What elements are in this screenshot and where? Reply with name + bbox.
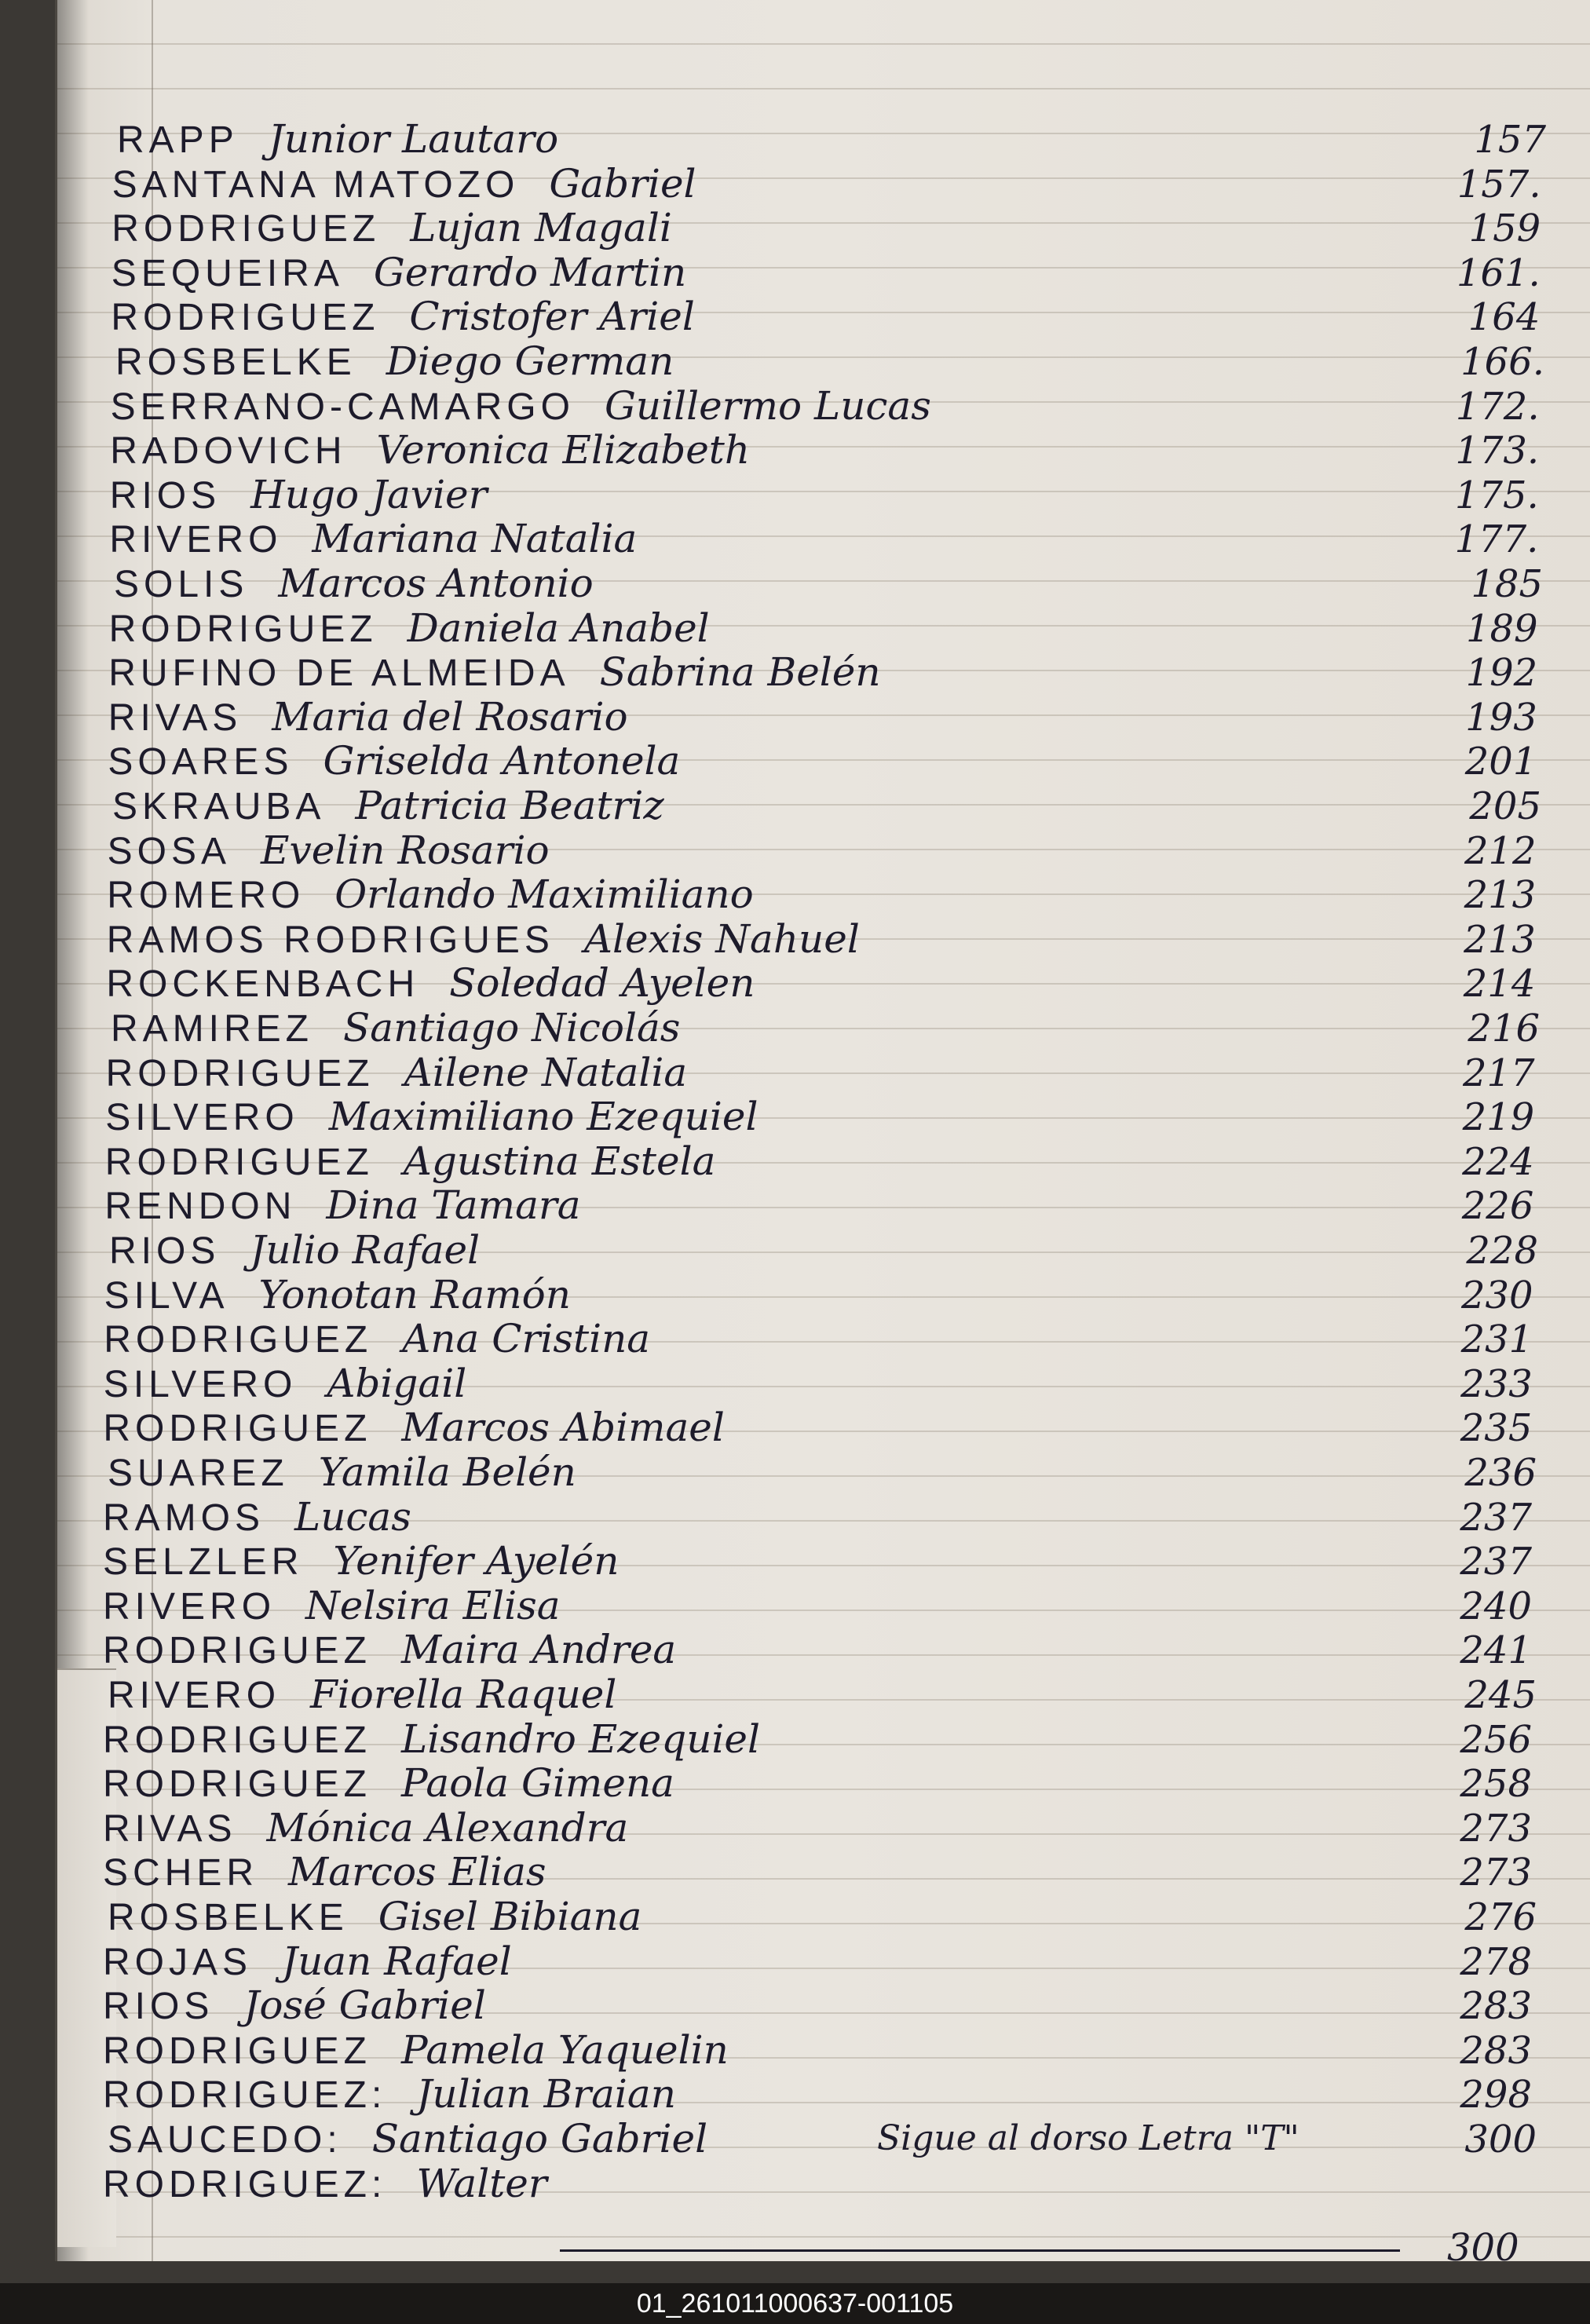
list-item [110,429,1539,473]
entry-number: 193 [1465,695,1537,740]
entry-surname: ROSBELKE [108,1897,349,1938]
entry-surname: RENDON [104,1186,297,1228]
entry-number: 245 [1464,1673,1537,1717]
list-item [108,740,1537,784]
entry-surname: ROCKENBACH [106,963,420,1006]
entry-surname: SERRANO-CAMARGO [110,386,575,428]
list-item [106,915,1536,962]
entry-surname: RIVAS [108,696,243,739]
entry-surname: ROSBELKE [115,342,356,383]
entry-number: 236 [1464,1451,1537,1495]
entry-number: 189 [1465,606,1538,651]
entry-given-names: Agustina Estela [403,1138,716,1184]
entry-given-names: Guillermo Lucas [604,382,931,429]
list-item [108,693,1537,740]
entry-surname: RAMOS [103,1496,265,1539]
list-item [104,1273,1533,1317]
entry-surname: RODRIGUEZ [108,608,378,650]
list-item [108,1895,1537,1939]
list-item [111,251,1541,295]
list-item [103,2026,1532,2073]
entry-number: 224 [1462,1139,1534,1184]
entry-number: 192 [1465,651,1538,696]
entry-surname: SEQUEIRA [111,252,344,294]
entry-number: 164 [1468,295,1541,340]
list-item [103,1493,1532,1540]
entry-number: 228 [1466,1229,1538,1273]
entry-surname: RIVERO [108,1675,281,1716]
entry-given-names: Mariana Natalia [312,516,638,562]
entry-surname: SOSA [107,830,231,872]
list-item [103,1984,1532,2028]
entry-number: 233 [1460,1361,1533,1406]
entry-number: 173. [1455,429,1540,473]
image-id-caption: 01_261011000637-001105 [0,2283,1590,2324]
entry-given-names: Yenifer Ayelén [333,1538,620,1584]
closing-underline [560,2249,1400,2252]
entry-surname: ROJAS [103,1941,253,1983]
entry-given-names: Lisandro Ezequiel [401,1716,760,1762]
entry-given-names: Dina Tamara [326,1182,581,1229]
entry-surname: SUAREZ [108,1452,289,1494]
entry-surname: RUFINO DE ALMEIDA [108,652,570,695]
entry-number: 213 [1464,917,1536,962]
entry-number: 166. [1460,340,1544,384]
list-item [110,473,1539,517]
entry-surname: SILVERO [105,1097,299,1139]
entry-surname: RODRIGUEZ [104,1319,373,1361]
entry-given-names: Maira Andrea [401,1627,677,1673]
list-item [111,160,1541,206]
entry-surname: RIOS [109,474,221,517]
entry-number: 258 [1460,1762,1532,1807]
entry-surname: SOLIS [114,564,249,605]
list-item [104,1362,1533,1406]
entry-number: 205 [1469,784,1541,828]
entry-number: 230 [1460,1273,1533,1317]
entry-number: 298 [1460,2073,1532,2118]
entry-given-names: Patricia Beatriz [355,783,664,828]
entry-surname: SILVERO [103,1363,298,1405]
ledger-page [55,0,1590,2270]
entry-given-names: Gerardo Martin [373,249,687,295]
entry-number: 283 [1460,2028,1532,2073]
list-item [111,295,1540,339]
list-item [111,1007,1540,1051]
list-item [103,1628,1532,1672]
entry-surname: RIVERO [109,519,283,561]
entry-surname: RODRIGUEZ [103,1763,371,1806]
entry-number: 273 [1460,1806,1532,1851]
entry-number: 226 [1461,1184,1534,1229]
list-item [109,1229,1538,1273]
entry-given-names: Abigail [327,1360,467,1406]
entry-given-names: Marcos Elias [288,1849,546,1895]
entry-given-names: Alexis Nahuel [583,915,860,962]
list-item [103,1762,1532,1806]
entry-given-names: Maximiliano Ezequiel [328,1094,758,1140]
entry-given-names: Yamila Belén [318,1449,576,1495]
entry-given-names: Lujan Magali [410,205,672,251]
entry-surname: SANTANA MATOZO [111,163,520,206]
entry-number: 237 [1460,1540,1532,1584]
list-item [103,1851,1532,1895]
list-item [103,1540,1532,1584]
entry-surname: RODRIGUEZ [103,1408,372,1450]
entry-given-names: Lucas [294,1493,411,1540]
entry-number: 172. [1455,384,1540,429]
entry-given-names: Fiorella Raquel [310,1672,617,1717]
entry-given-names: Soledad Ayelen [449,960,755,1007]
list-item [110,382,1540,429]
entry-given-names: Yonotan Ramón [258,1271,571,1317]
list-item [103,1406,1532,1450]
entry-given-names: Junior Lautaro [268,116,559,162]
entry-given-names: Paola Gimena [401,1760,674,1807]
list-item [103,1584,1532,1628]
entry-surname: RODRIGUEZ [103,1719,371,1761]
entry-given-names: Santiago Gabriel [371,2116,708,2161]
entry-number: 240 [1460,1584,1532,1628]
entry-given-names: Sabrina Belén [599,649,881,696]
entry-surname: RAMIREZ [111,1008,313,1050]
list-item [108,829,1537,873]
entry-number: 213 [1464,873,1537,918]
entry-surname: RAMOS RODRIGUES [106,919,554,961]
entry-number: 175. [1454,473,1539,517]
entry-number: 159 [1468,206,1541,251]
entry-given-names: Hugo Javier [250,471,488,517]
entry-surname: RODRIGUEZ: [103,2163,387,2205]
entry-given-names: Veronica Elizabeth [376,427,751,473]
entry-given-names: Nelsira Elisa [305,1582,561,1628]
entry-surname: RADOVICH [110,430,347,473]
entry-surname: RODRIGUEZ [111,208,381,250]
list-item [109,607,1538,651]
entry-surname: RODRIGUEZ [103,1630,371,1672]
entry-number: 214 [1463,962,1536,1007]
entry-surname: SOARES [108,741,294,784]
entry-surname: RIVERO [103,1585,276,1628]
list-item [104,1317,1533,1361]
entry-number: 256 [1460,1717,1532,1762]
entry-given-names: Ailene Natalia [404,1049,688,1095]
entry-given-names: Pamela Yaquelin [401,2026,729,2073]
entry-surname: RODRIGUEZ [111,297,380,339]
list-item [105,1095,1534,1139]
list-item [114,562,1543,606]
list-item [103,1940,1532,1984]
entry-number: 273 [1460,1851,1532,1895]
list-item [103,2073,1532,2117]
entry-surname: RIOS [103,1986,214,2028]
entry-surname: RIOS [109,1230,221,1272]
list-item [103,1718,1532,1762]
entry-surname: RAPP [117,119,239,161]
entry-number: 237 [1460,1495,1532,1540]
entry-number: 217 [1462,1051,1535,1095]
entry-number: 219 [1462,1095,1535,1140]
entry-number: 201 [1464,740,1537,784]
entry-surname: SAUCEDO: [108,2119,342,2161]
entry-surname: RODRIGUEZ [104,1141,374,1183]
list-item [111,206,1541,250]
entry-number: 161. [1456,250,1541,295]
list-item [115,340,1544,384]
name-list [57,0,1590,2261]
entry-surname: RODRIGUEZ: [103,2074,387,2117]
list-item [117,118,1546,162]
list-item [108,2118,1537,2161]
list-item [109,517,1538,561]
entry-given-names: Evelin Rosario [260,827,550,873]
entry-surname: RIVAS [103,1807,237,1850]
closing-number: 300 [1447,2226,1519,2270]
entry-number: 276 [1464,1895,1537,1939]
list-item [104,1184,1533,1228]
list-item [108,651,1537,695]
entry-surname: SCHER [103,1852,259,1895]
list-item [108,1451,1537,1495]
list-item [107,873,1536,917]
entry-given-names: Daniela Anabel [407,605,710,651]
list-item [108,1673,1537,1717]
entry-given-names: José Gabriel [243,1982,486,2029]
entry-given-names: Mónica Alexandra [266,1804,629,1851]
entry-number: 278 [1460,1939,1532,1984]
entry-number: 300 [1464,2118,1537,2161]
entry-given-names: Gisel Bibiana [378,1894,642,1939]
continuation-note: Sigue al dorso Letra "T" [877,2118,1299,2158]
entry-surname: ROMERO [107,875,305,917]
entry-given-names: Julio Rafael [250,1227,481,1273]
entry-given-names: Griselda Antonela [323,738,681,784]
entry-surname: SILVA [104,1274,229,1317]
entry-surname: RODRIGUEZ [103,2030,371,2072]
entry-given-names: Santiago Nicolás [343,1005,681,1051]
entry-given-names: Maria del Rosario [272,693,628,740]
entry-surname: RODRIGUEZ [105,1052,375,1094]
list-item [105,1140,1534,1184]
list-item [103,1804,1532,1851]
entry-given-names: Cristofer Ariel [409,294,695,340]
entry-given-names: Marcos Abimael [401,1405,725,1451]
entry-number: 216 [1468,1007,1540,1051]
entry-given-names: Walter [416,2160,547,2206]
entry-given-names: Orlando Maximiliano [334,872,754,918]
entry-number: 235 [1460,1406,1533,1451]
entry-given-names: Juan Rafael [282,1938,512,1984]
entry-given-names: Julian Braian [416,2071,676,2118]
entry-given-names: Gabriel [549,160,696,206]
entry-number: 157 [1474,118,1546,162]
entry-number: 185 [1471,562,1543,606]
entry-number: 283 [1460,1984,1532,2029]
entry-number: 231 [1460,1317,1533,1362]
entry-number: 212 [1464,828,1537,873]
entry-surname: SKRAUBA [112,786,326,828]
entry-given-names: Marcos Antonio [278,561,594,606]
entry-number: 241 [1460,1628,1532,1673]
list-item [103,2162,1532,2206]
entry-number: 157. [1457,162,1541,206]
entry-surname: SELZLER [103,1541,304,1584]
list-item [112,784,1541,828]
list-item [106,1051,1535,1095]
entry-given-names: Ana Cristina [402,1316,651,1362]
entry-given-names: Diego German [386,338,674,384]
list-item [106,962,1535,1006]
entry-number: 177. [1454,517,1539,562]
